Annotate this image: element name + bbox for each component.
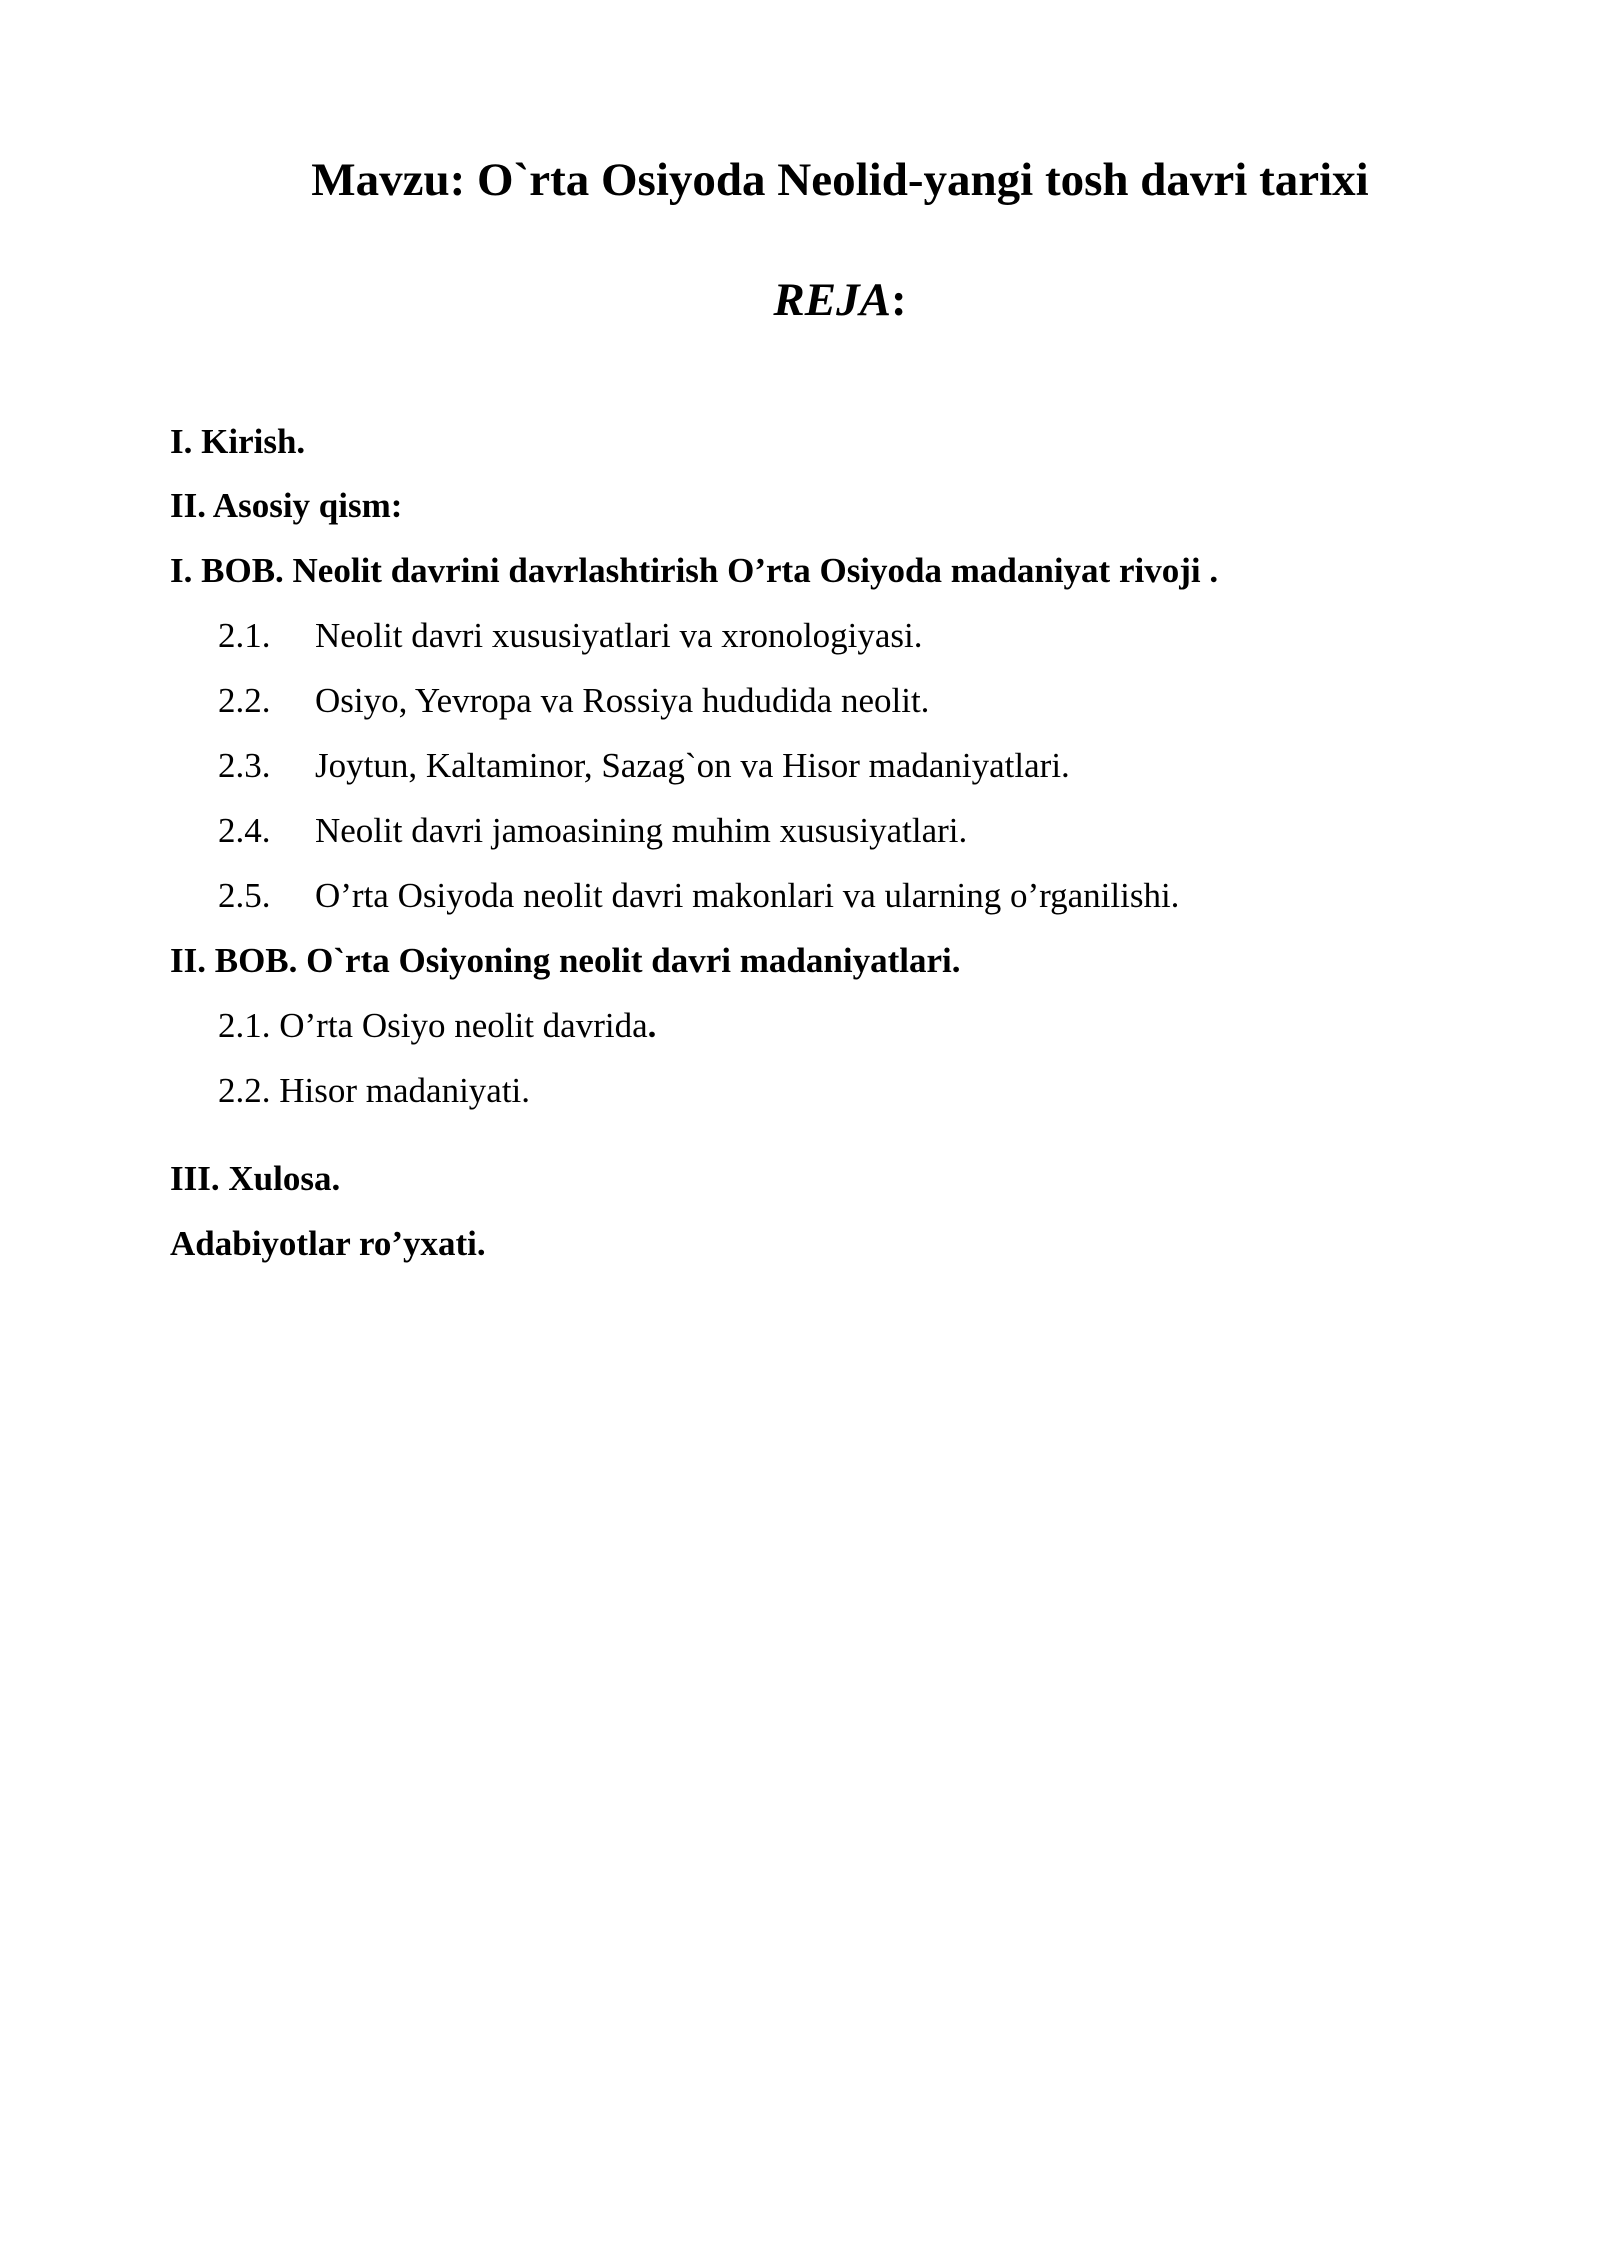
section-references: Adabiyotlar ro’yxati. [170,1224,486,1263]
section-main-part: II. Asosiy qism: [170,486,403,525]
item-text: Joytun, Kaltaminor, Sazag`on va Hisor madaniyatlari. [315,746,1070,785]
item-suffix: . [647,1006,657,1045]
chapter-2-item: 2.2. Hisor madaniyati. [218,1071,531,1110]
chapter-1-item [218,744,1070,788]
item-number: 2.1. [218,616,271,655]
item-number: 2.4. [218,811,271,850]
chapter-2-heading: II. BOB. O`rta Osiyoning neolit davri madaniyatlari. [170,941,961,980]
plan-heading [0,270,1600,330]
item-text: Neolit davri xususiyatlari va xronologiyasi. [315,616,923,655]
item-text: 2.1. O’rta Osiyo neolit davrida [218,1006,648,1045]
item-number: 2.3. [218,746,271,785]
plan-heading-text: REJA [773,274,891,326]
item-number: 2.5. [218,876,271,915]
chapter-1-item [218,614,923,658]
item-text: Neolit davri jamoasining muhim xususiyatlari. [315,811,968,850]
item-number: 2.2. [218,681,271,720]
item-text: Osiyo, Yevropa va Rossiya hududida neolit. [315,681,930,720]
chapter-1-item [218,874,1179,918]
item-text: O’rta Osiyoda neolit davri makonlari va ularning o’rganilishi. [315,876,1180,915]
chapter-1-heading: I. BOB. Neolit davrini davrlashtirish O’rta Osiyoda madaniyat rivoji . [170,551,1219,590]
chapter-1-item [218,809,967,853]
section-conclusion: III. Xulosa. [170,1159,341,1198]
chapter-2-item [218,1004,656,1048]
chapter-1-item [218,679,929,723]
plan-heading-colon: : [890,274,907,326]
section-introduction: I. Kirish. [170,422,306,461]
document-title: Mavzu: O`rta Osiyoda Neolid-yangi tosh davri tarixi [311,154,1369,206]
